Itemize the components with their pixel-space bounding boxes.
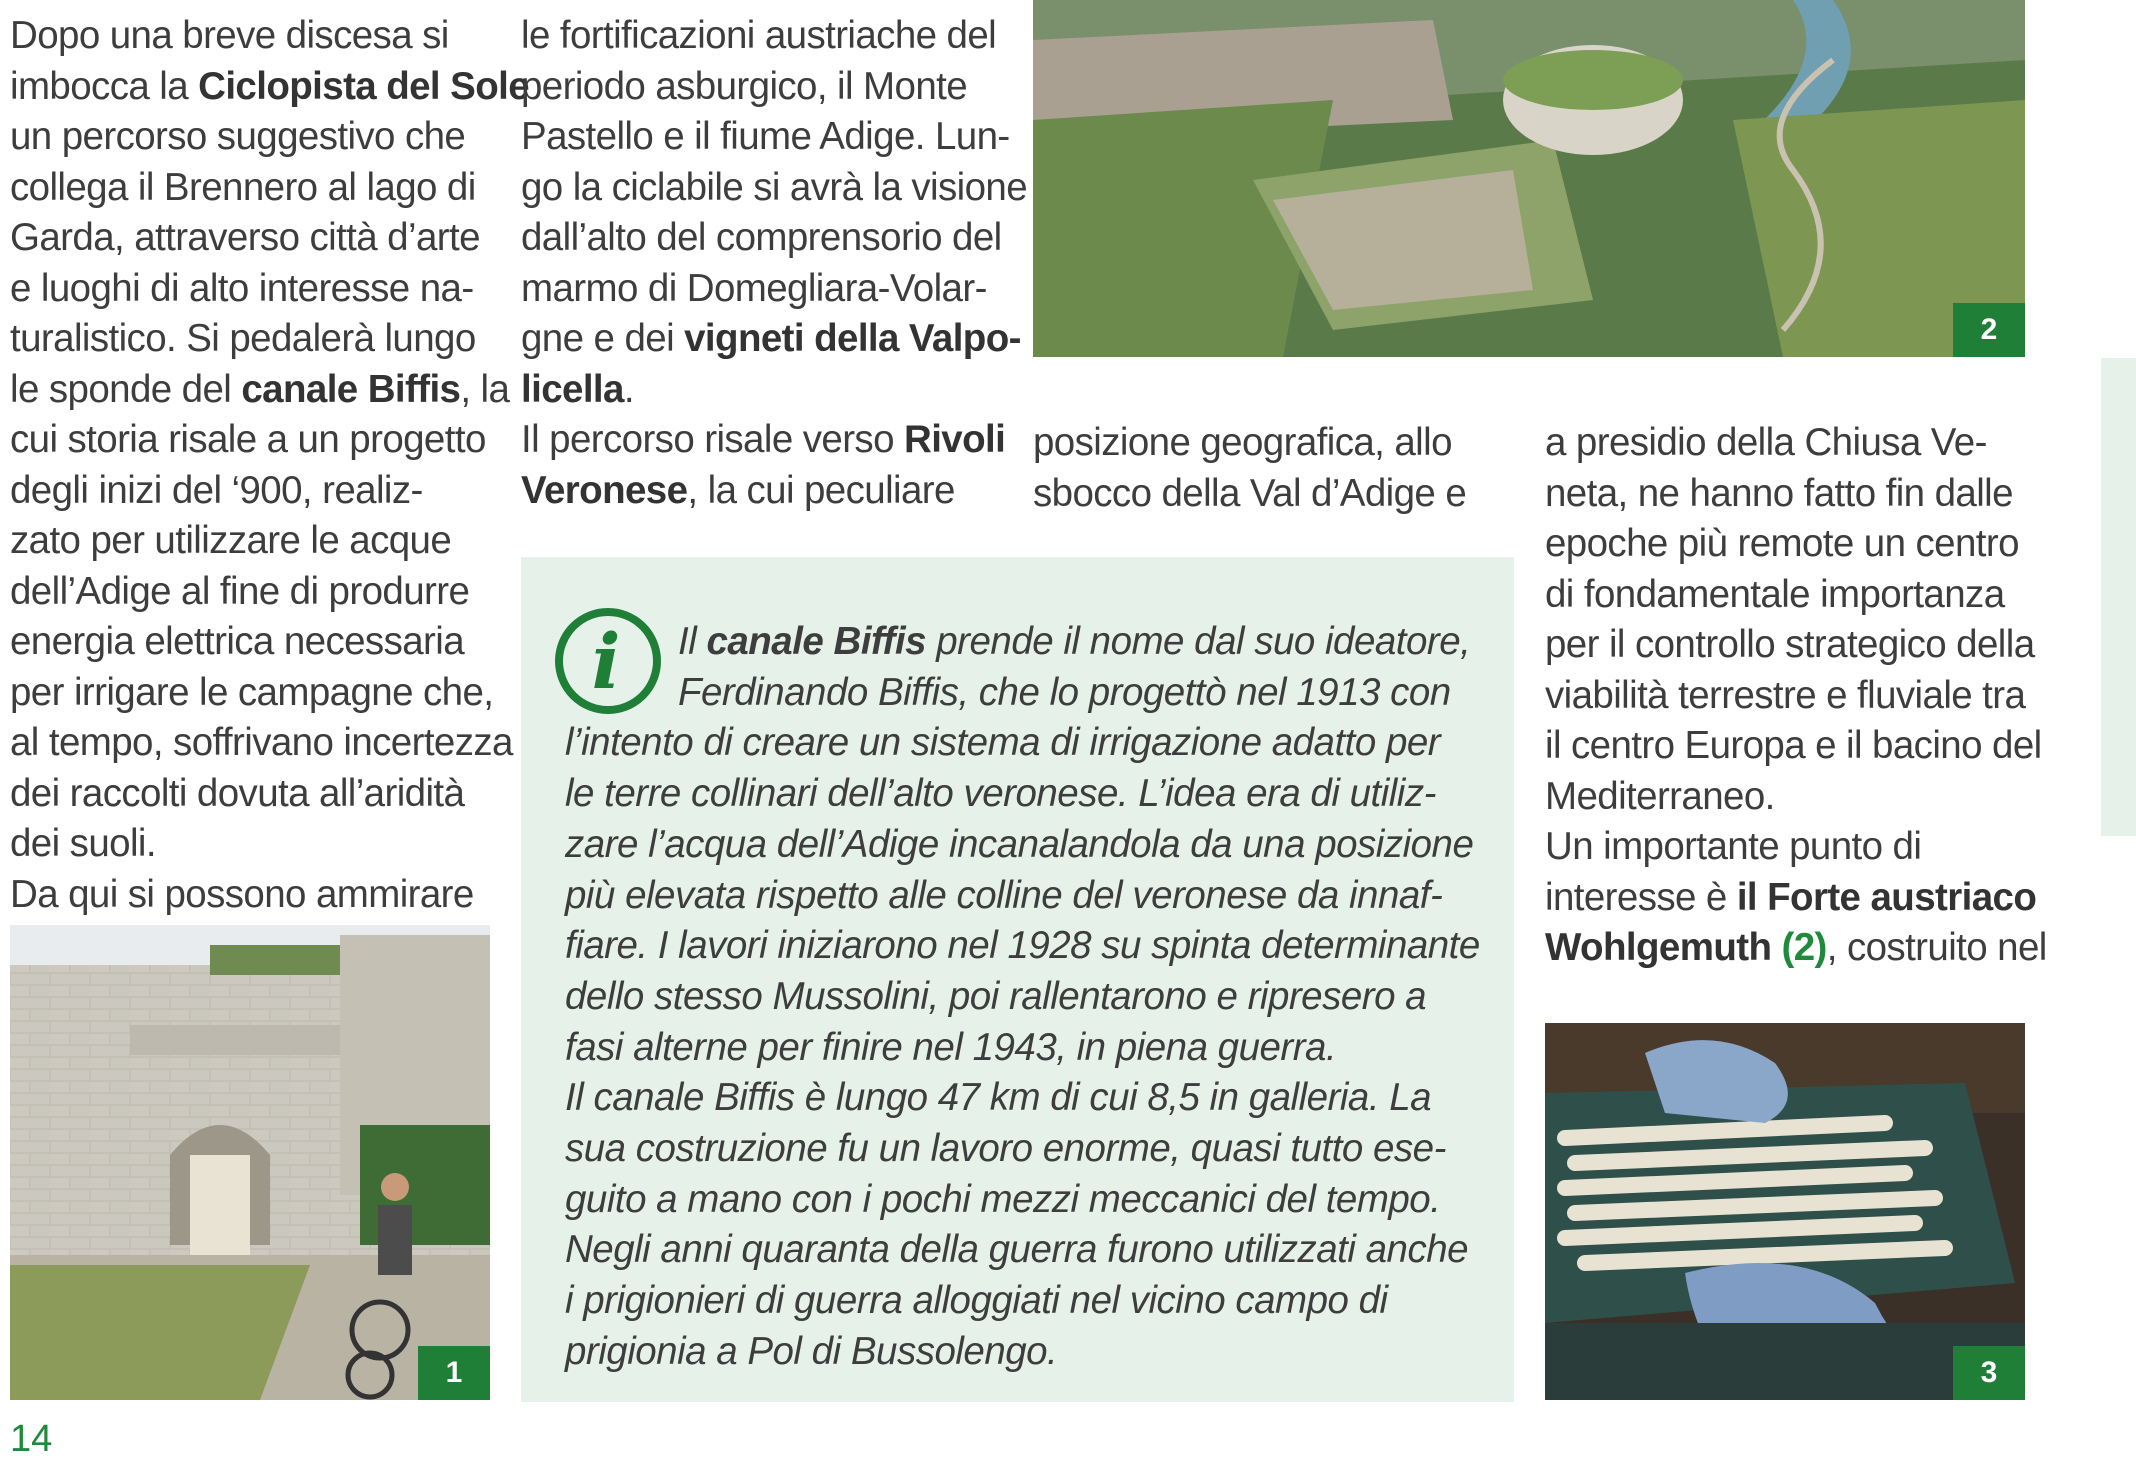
text-line	[521, 163, 1027, 214]
text-line	[1545, 519, 2047, 570]
text-run: il centro Europa e il bacino del	[1545, 724, 2042, 767]
text-line	[10, 112, 529, 163]
text-line	[565, 769, 1480, 820]
bold-text: il Forte austriaco	[1736, 875, 2037, 919]
text-line	[565, 1124, 1480, 1175]
text-run: viabilità terrestre e fluviale tra	[1545, 673, 2026, 717]
text-line	[1545, 570, 2047, 621]
figure-reference: (2)	[1781, 926, 1827, 969]
text-line	[10, 870, 529, 921]
text-line	[521, 264, 1027, 315]
text-line	[521, 365, 1027, 416]
info-box-text	[565, 617, 1480, 1378]
text-run: .	[623, 367, 634, 411]
photo-cyclist-fort	[10, 925, 490, 1400]
text-line	[565, 972, 1480, 1023]
text-run: epoche più remote un centro	[1545, 522, 2019, 565]
text-line	[521, 112, 1027, 163]
text-line	[10, 11, 529, 62]
text-run: Mediterraneo.	[1545, 774, 1775, 818]
text-line	[565, 1276, 1480, 1327]
bold-text: Ciclopista del Sole	[198, 64, 530, 108]
text-run: interesse è	[1545, 875, 1737, 919]
bold-text: canale Biffis	[706, 620, 927, 663]
text-run: dei raccolti dovuta all’aridità	[10, 771, 465, 815]
photo-asparagus	[1545, 1023, 2025, 1400]
text-run: sbocco della Val d’Adige e	[1033, 471, 1467, 515]
text-run: fiare. I lavori iniziarono nel 1928 su spinta determinante	[565, 924, 1480, 968]
text-run: l’intento di creare un sistema di irrigazione adatto per	[565, 721, 1441, 765]
text-run: dello stesso Mussolini, poi rallentarono e ripresero a	[565, 974, 1427, 1018]
text-run: go la ciclabile si avrà la visione	[521, 165, 1028, 209]
text-run: zato per utilizzare le acque	[10, 519, 452, 562]
text-run: dall’alto del comprensorio del	[521, 216, 1002, 259]
text-line	[1033, 469, 1466, 520]
text-line	[1545, 418, 2047, 469]
text-run: energia elettrica necessaria	[10, 620, 465, 663]
bold-text: Rivoli	[903, 418, 1006, 461]
text-line	[565, 668, 1480, 719]
text-run: le fortificazioni austriache del	[521, 14, 997, 57]
text-run: Il	[678, 620, 707, 663]
column-1-text	[10, 11, 529, 920]
text-line	[565, 617, 1480, 668]
text-line	[521, 314, 1027, 365]
text-run: Da qui si possono ammirare	[10, 872, 474, 916]
column-2-text	[521, 11, 1027, 516]
text-line	[10, 213, 529, 264]
text-run: guito a mano con i pochi mezzi meccanici del tempo.	[565, 1177, 1441, 1221]
text-run: turalistico. Si pedalerà lungo	[10, 317, 476, 360]
text-line	[10, 718, 529, 769]
text-line	[10, 466, 529, 517]
text-line	[10, 264, 529, 315]
text-line	[565, 1023, 1480, 1074]
text-line	[10, 567, 529, 618]
text-line	[565, 718, 1480, 769]
text-line	[1033, 418, 1466, 469]
text-line	[10, 163, 529, 214]
text-run: al tempo, soffrivano incertezza	[10, 721, 513, 764]
text-line	[1545, 923, 2047, 974]
text-run: un percorso suggestivo che	[10, 115, 466, 158]
text-line	[10, 365, 529, 416]
text-run: le terre collinari dell’alto veronese. L’idea era di utiliz-	[565, 772, 1436, 816]
text-line	[1545, 721, 2047, 772]
text-run: le sponde del	[10, 367, 242, 411]
page-number: 14	[10, 1418, 53, 1460]
text-line	[10, 668, 529, 719]
text-run: , la	[460, 367, 510, 411]
text-line	[1545, 772, 2047, 823]
text-line	[1545, 822, 2047, 873]
text-run: Il percorso risale verso	[521, 418, 904, 461]
text-line	[10, 819, 529, 870]
text-run: Pastello e il fiume Adige. Lun-	[521, 115, 1010, 158]
text-run: zare l’acqua dell’Adige incanalandola da una posizione	[565, 822, 1474, 866]
text-line	[1545, 620, 2047, 671]
text-line	[10, 314, 529, 365]
bold-text: vigneti della Valpo-	[684, 317, 1021, 360]
text-line	[10, 516, 529, 567]
text-run: periodo asburgico, il Monte	[521, 64, 968, 108]
bold-text: Wohlgemuth	[1545, 926, 1782, 969]
text-line	[521, 466, 1027, 517]
text-run: Un importante punto di	[1545, 825, 1922, 868]
text-run: degli inizi del ‘900, realiz-	[10, 468, 423, 512]
side-tab	[2101, 358, 2136, 836]
text-line	[10, 617, 529, 668]
text-line	[10, 769, 529, 820]
text-run: posizione geografica, allo	[1033, 421, 1452, 464]
column-3-text	[1033, 418, 1466, 519]
text-run: imbocca la	[10, 64, 199, 108]
photo-badge-1: 1	[418, 1346, 490, 1400]
text-run: dell’Adige al fine di produrre	[10, 569, 470, 613]
text-run: prigionia a Pol di Bussolengo.	[565, 1329, 1058, 1373]
text-line	[565, 871, 1480, 922]
text-run: sua costruzione fu un lavoro enorme, quasi tutto ese-	[565, 1127, 1446, 1171]
text-line	[565, 1327, 1480, 1378]
info-icon-letter: i	[591, 617, 621, 706]
text-run: prende il nome dal suo ideatore,	[926, 620, 1471, 663]
text-run: gne e dei	[521, 317, 685, 360]
text-run: collega il Brennero al lago di	[10, 165, 476, 209]
text-line	[521, 11, 1027, 62]
text-line	[1545, 671, 2047, 722]
text-run: cui storia risale a un progetto	[10, 418, 486, 461]
text-run: Garda, attraverso città d’arte	[10, 216, 480, 259]
bold-text: Veronese	[521, 468, 688, 512]
text-run: neta, ne hanno fatto fin dalle	[1545, 471, 2013, 515]
text-run: fasi alterne per finire nel 1943, in piena guerra.	[565, 1025, 1337, 1069]
text-line	[521, 213, 1027, 264]
text-line	[565, 1073, 1480, 1124]
text-line	[10, 62, 529, 113]
text-line	[1545, 469, 2047, 520]
text-run: Ferdinando Biffis, che lo progettò nel 1913 con	[678, 670, 1451, 714]
text-run: per il controllo strategico della	[1545, 623, 2035, 666]
text-run: marmo di Domegliara-Volar-	[521, 266, 987, 310]
text-run: Negli anni quaranta della guerra furono utilizzati anche	[565, 1228, 1469, 1272]
bold-text: licella	[521, 367, 624, 411]
photo-badge-3: 3	[1953, 1346, 2025, 1400]
bold-text: canale Biffis	[241, 367, 461, 411]
text-run: più elevata rispetto alle colline del veronese da innaf-	[565, 873, 1443, 917]
text-line	[521, 415, 1027, 466]
text-run: i prigionieri di guerra alloggiati nel vicino campo di	[565, 1279, 1388, 1323]
text-line	[565, 921, 1480, 972]
photo-badge-2: 2	[1953, 303, 2025, 357]
text-run: , costruito nel	[1826, 926, 2047, 969]
text-run: per irrigare le campagne che,	[10, 670, 494, 714]
text-run: e luoghi di alto interesse na-	[10, 266, 474, 310]
text-line	[10, 415, 529, 466]
column-4-text	[1545, 418, 2047, 974]
text-run: Dopo una breve discesa si	[10, 14, 449, 57]
text-run: a presidio della Chiusa Ve-	[1545, 421, 1987, 464]
text-run: Il canale Biffis è lungo 47 km di cui 8,5 in galleria. La	[565, 1076, 1432, 1120]
text-run: di fondamentale importanza	[1545, 572, 2005, 616]
text-line	[1545, 873, 2047, 924]
text-line	[565, 1225, 1480, 1276]
text-line	[565, 1175, 1480, 1226]
text-run: dei suoli.	[10, 822, 156, 865]
photo-aerial-fort	[1033, 0, 2025, 357]
text-run: , la cui peculiare	[687, 468, 955, 512]
text-line	[565, 820, 1480, 871]
text-line	[521, 62, 1027, 113]
